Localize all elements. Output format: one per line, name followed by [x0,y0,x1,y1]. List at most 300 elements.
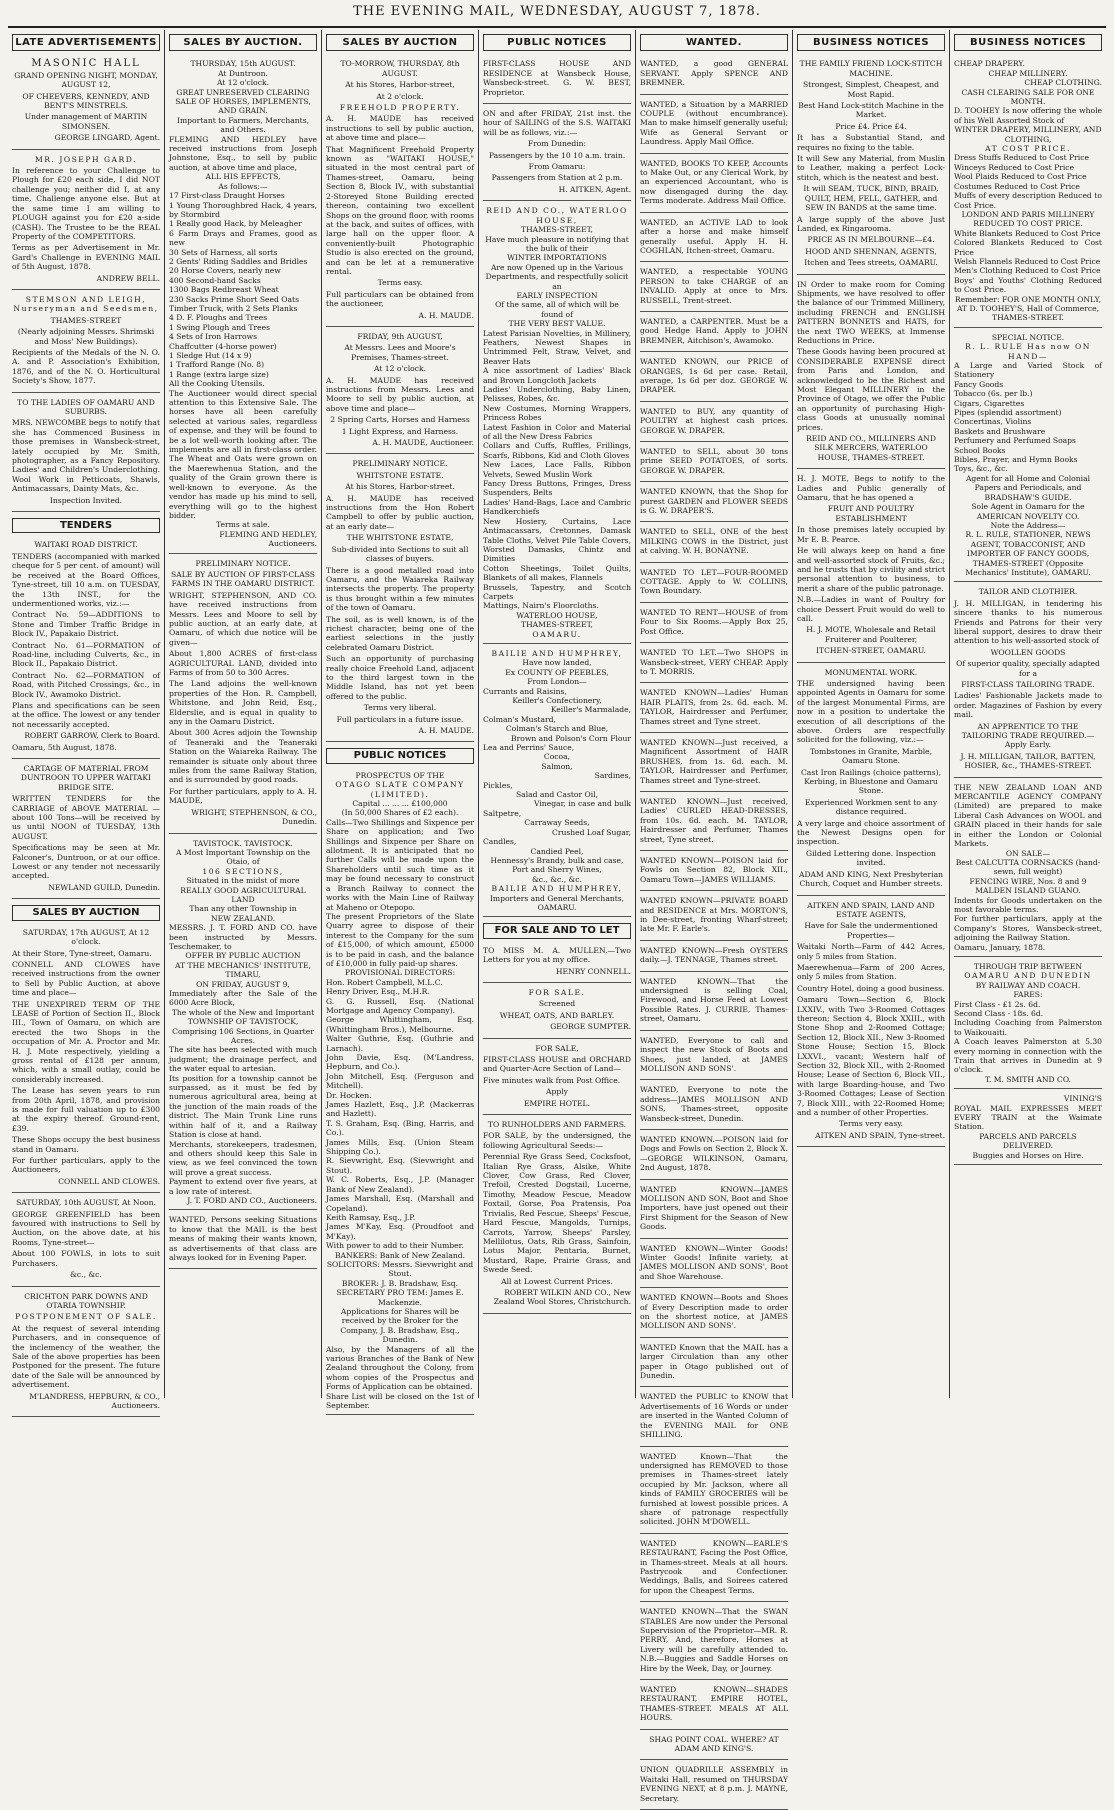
columns [8,30,1106,1803]
ad-line: At 12 o'clock. [216,78,270,88]
ad-line: Strongest, Simplest, Cheapest, and Most Rapid. [802,80,939,99]
ad-line: WANTED, an ACTIVE LAD to look after a horse and make himself generally useful. Apply H. H. COGHLAN, Itchen-street, Oamaru. [640,217,788,255]
ad-line: OAMARU AND DUNEDIN [964,971,1092,981]
ad-line: The Land adjoins the well-known properties of the Hon. R. Campbell, Whitstone, and John Reid, Esq., Elderslie, and is equal in quality to any in the Oamaru District. [169,679,317,727]
ad-line: PRELIMINARY NOTICE. [195,558,291,568]
wanted-ad [640,1340,788,1388]
ad-greenfield-fowls [12,1195,160,1286]
ad-line: ANDREW BELL. [96,273,160,283]
ad-line: There is a good metalled road into Oamaru, and the Waiareka Railway intersects the property. The property is thus brought within a few minutes of the town of Oamaru. [326,565,474,613]
ad-line: Have for Sale the undermentioned Properties— [804,921,938,940]
ad-line: A. H. MAUDE has received instructions from Messrs. Lees and Moore to sell by public auction, at above time and place— [326,375,474,413]
ad-aitken-spain [797,898,945,1148]
ad-duntroon-clearing-sale [169,56,317,553]
ad-line: THAMES-STREET (Opposite Mechanics' Institute), OAMARU. [965,558,1091,577]
ad-millinery-reduction [797,277,945,470]
ad-line: PROVISIONAL DIRECTORS: [344,968,456,978]
ad-line: Under management of MARTIN SIMONSEN. [24,112,148,131]
wanted-ad [640,974,788,1031]
ad-line: Contract No. 61—FORMATION of Road-line, including Culverts, &c., in Block II., Papakaio District. [12,640,160,669]
ad-line: WAITAKI ROAD DISTRICT. [34,540,138,550]
ad-masonic-hall [12,56,160,149]
ad-line: THAMES-STREET, [521,225,593,235]
ad-line: CHEAP DRAPERY. [954,59,1025,69]
ad-line: TAILOR AND CLOTHIER. [978,587,1078,597]
ad-line: Perfumery and Perfumed Soaps [954,436,1076,446]
ad-line: Have much pleasure in notifying that the bulk of their [485,234,629,253]
ad-line: Passengers from Station at 2 p.m. [491,173,623,183]
ad-through-trip [954,959,1102,1089]
ad-line: Colman's Mustard, [483,714,556,724]
ad-line: WANTED KNOWN—Fresh OYSTERS daily.—J. TENNAGE, Thames street. [640,945,788,965]
ad-line: MR. JOSEPH GARD. [35,154,137,164]
ad-line: Specifications may be seen at Mr. Falconer's, Duntroon, or at our office. Lowest or any tender not necessarily accepted. [12,843,160,881]
ad-line: HOOD AND SHENNAN, AGENTS, [805,246,937,256]
ad-line: A. H. MAUDE. [418,726,474,735]
ad-line: Dress Stuffs Reduced to Cost Price [954,153,1089,163]
ad-line: Baskets and Brushware [954,426,1046,436]
ad-line: Collars and Cuffs, Ruffles, Frillings, Scarfs, Ribbons, Kid and Cloth Gloves [483,441,631,460]
ad-line: THE undersigned having been appointed Agents in Oamaru for some of the largest Monumental Firms, are now in a position to undertake the execution of all descriptions of the above. Orders are respectfully solicited for the following, viz.:— [797,678,945,745]
ad-line: WANTED TO LET—FOUR-ROOMED COTTAGE. Apply to W. COLLINS, Town Boundary. [640,567,788,596]
wanted-ad [640,605,788,643]
ad-line: GEORGE SUMPTER. [550,1022,631,1032]
ad-line: For further particulars, apply to A. H. MAUDE, [169,786,317,806]
ad-line: FLEMING AND HEDLEY have received instructions from Joseph Johnstone, Esq., to sell by public auction, at above time and place, [169,134,317,172]
ad-line: FOR SALE. [528,987,586,997]
ad-line: 1 Really good Hack, by Meleagher [169,219,302,229]
column-4 [478,30,635,1398]
ad-line: Oamaru, 5th August, 1878. [12,742,117,752]
ad-line: Buggies and Horses on Hire. [972,1150,1084,1160]
ad-line: Waitaki North—Farm of 442 Acres, only 5 miles from Station. [797,942,945,961]
ad-line: Pickles, [483,780,513,790]
ad-line: Hon. Robert Campbell, M.L.C. [326,977,443,987]
ad-line: 1 Young Thoroughbred Hack, 4 years, by Stormbird [169,200,317,219]
ad-line: Salmon, [541,761,573,771]
ad-line: (In 50,000 Shares of £2 each). [341,808,459,818]
column-5 [635,30,792,1803]
ad-line: WANTED KNOWN—POISON laid for Fowls on Section 82, Block XII., Oamaru Town—JAMES WILLIAMS. [640,856,788,884]
ad-line: WANTED, a CARPENTER. Must be a good Hedge Hand. Apply to JOHN BREMNER, Aitchison's, Awamoko. [640,316,788,345]
ad-line: TO MISS M. A. MULLEN.—Two Letters for you at my office. [483,945,631,965]
column-heading: SALES BY AUCTION. [169,34,317,51]
ad-lock-stitch-machine [797,56,945,274]
ad-line: VINING'S [1063,1094,1102,1104]
ad-line: WANTED KNOWN—Just received, a Magnificent Assortment of HAIR BRUSHES, from 1s. 6d. each. M. TAYLOR, Hairdresser and Perfumer, Thames street and Tyne-street. [640,737,788,785]
ad-lees-moore-sale [326,329,474,454]
ad-line: Henry Driver, Esq., M.H.R. [326,987,430,997]
ad-line: James Marshall, Esq. (Marshall and Copeland). [326,1194,474,1213]
ad-line: Sardines, [594,771,631,781]
ad-line: Winceys Reduced to Cost Price [954,162,1075,172]
section-heading-for-sale: FOR SALE AND TO LET [483,923,631,938]
ad-line: MESSRS. J. T. FORD AND CO. have been instructed by Messrs. Teschemaker, to [169,923,317,951]
ad-line: J. H. MILLIGAN, in tendering his sincere thanks to his numerous Friends and Patrons for their very liberal support, desires to draw their attention to his well-assorted stock of [954,598,1102,646]
ad-line: M'LANDRESS, HEPBURN, & CO., Auctioneers. [29,1391,160,1410]
ad-line: Ladies' Hand-Bags, Lace and Cambric Handkerchiefs [483,497,631,517]
ad-line: Keiller's Confectionery, [512,696,602,705]
ad-line: At his Stores, Harbor-street, [345,80,455,90]
ad-line: H. J. MOTE, Wholesale and Retail Fruiterer and Poulterer, [806,625,936,644]
ad-line: MASONIC HALL [31,58,141,70]
ad-line: 17 First-class Draught Horses [169,191,285,201]
ad-line: Terms very easy. [839,1119,903,1129]
ad-line: Sole Agent in Oamaru for the AMERICAN NOVELTY CO. [971,502,1085,521]
ad-monumental-work [797,665,945,896]
ad-line: Latest Fashion in Color and Material of all the New Dress Fabrics [483,422,631,442]
ad-line: That Magnificent Freehold Property known as "WAITAKI HOUSE," situated in the most central part of Thames-street, Oamaru, being Section 8, Block IV., with substantial 2-Storeyed Stone Building erected thereon, containing two excellent Shops on the ground floor, with rooms at the back, and suites of offices, with large hall on the upper floor. A conveniently-built Photographic Studio is also erected on the ground, and can be let at a remunerative rental. [326,144,474,276]
ad-line: Ladies' Fashionable Jackets made to order. Magazines of Fashion by every mail. [954,691,1102,720]
ad-line: Sub-divided into Sections to suit all classes of buyers. [331,544,469,564]
ad-line: GEORGE LINGARD, Agent. [54,133,160,143]
ad-line: Terms easy. [377,278,423,288]
ad-line: WANTED KNOWN—Ladies' Human HAIR PLAITS, from 2s. 6d. each. M. TAYLOR, Hairdresser and Perfumer, Thames street and Tyne street. [640,688,788,726]
ad-line: All at Lowest Current Prices. [501,1276,613,1286]
ad-line: FREEHOLD PROPERTY. [339,103,461,113]
ad-line: Vinegar, in case and bulk [534,799,631,809]
ad-line: LONDON AND PARIS MILLINERY REDUCED TO COST PRICE. [961,209,1095,229]
ad-line: It will SEAM, TUCK, BIND, BRAID, QUILT, HEM, FELL, GATHER, and SEW IN BANDS at the same time. [803,184,939,213]
ad-line: Ladies' Underclothing, Baby Linen, Pelisses, Robes, &c. [483,385,631,404]
ad-line: Merchants, storekeepers, tradesmen, and others should keep this Sale in view, as we feel convinced the town will prove a great success. [169,1139,317,1177]
ad-line: Price £4. Price £4. [835,121,907,131]
ad-line: Inspection Invited. [49,495,123,505]
ad-line: WANTED the PUBLIC to KNOW that Advertisements of 16 Words or under are inserted in the Wanted Column of the EVENING MAIL for ONE SHILLING. [640,1392,788,1440]
ad-line: FIRST-CLASS HOUSE AND RESIDENCE at Wansbeck House, Wansbeck-street. G. W. BEST, Proprietor. [483,59,631,97]
ad-line: Fancy Goods [954,379,1004,389]
wanted-ad [640,215,788,263]
ad-line: WANTED, a respectable YOUNG PERSON to take CHARGE of an INVALID. Apply at once to Mrs. RUSSELL, Trent-street. [640,267,788,305]
ad-line: Salad and Castor Oil, [515,790,599,800]
ad-line: ROBERT GARROW, Clerk to Board. [24,731,160,741]
ad-line: SALE BY AUCTION OF FIRST-CLASS FARMS IN THE OAMARU DISTRICT. [171,569,315,589]
ad-line: 4 D. F. Ploughs and Trees [169,313,268,323]
ad-line: Bibles, Prayer, and Hymn Books [954,455,1078,465]
ad-line: FRIDAY, 9th AUGUST, [357,331,443,341]
ad-line: Chaffcutter (4-horse power) [169,341,277,351]
masthead-rule [8,26,1106,28]
ad-line: Experienced Workmen sent to any distance required. [804,797,938,817]
ad-line: THAMES-STREET [50,315,122,325]
wanted-ad [640,1682,788,1730]
ad-line: Latest Parisian Novelties, in Millinery, Feathers, Newest Shapes in Untrimmed Felt, Straw, Velvet, and Beaver Hats [483,328,631,366]
column-heading: BUSINESS NOTICES [797,34,945,51]
ad-line: THE VERY BEST VALUE. [508,319,606,329]
section-heading-tenders: TENDERS [12,518,160,533]
ad-line: In reference to your Challenge to Plough for £20 each side, I did NOT challenge you; neither did I, at any time, Challenge anyone else. But at the same time I am willing to PLOUGH against you for £20 a-side (CASH). The Trustee to be the REAL Property of the COMPETITORS. [12,166,160,241]
ad-line: OFFER BY PUBLIC AUCTION [185,951,301,961]
ad-line: Welsh Flannels Reduced to Cost Price [954,256,1101,266]
wanted-ad [640,893,788,941]
ad-line: WANTED KNOWN—That the undersigned is selling Coal, Firewood, and Horse Feed at Lowest Possible Rates. J. CURRIE, Thames-street, Oamaru. [640,976,788,1024]
wanted-ad [640,1604,788,1680]
ad-line: The Auctioneer would direct special attention to this Extensive Sale. The horses have all been carefully selected at various sales, regardless of expense, and they will be found to be a lot well-worth looking after. The implements are all in first-class order. The Wheat and Oats were grown on the Maerewhenua Station, and the quality of the Grain grown there is well-known to everyone. As the vendor has made up his mind to sell, everything will go to the highest bidder. [169,388,317,520]
ad-line: PROSPECTUS OF THE [355,770,445,780]
ad-line: Country Hotel, doing a good business. [797,983,945,993]
ad-line: WANTED KNOWN—SHADES RESTAURANT, EMPIRE HOTEL, THAMES-STREET. MEALS AT ALL HOURS. [640,1685,788,1723]
ad-line: WRIGHT, STEPHENSON, AND CO. have received instructions from Messrs. Lees and Moore to sell by public auction, at an early date, at Oamaru, of which due notice will be given— [169,590,317,647]
ad-line: 6 Farm Drays and Frames, good as new [169,228,317,248]
ad-line: Colman's Starch and Blue, [505,724,609,734]
ad-line: WRITTEN TENDERS for the CARRIAGE of ABOVE MATERIAL —about 100 Tons—will be received by us until NOON of TUESDAY, 13th AUGUST. [12,794,160,841]
ad-line: NEW ZEALAND. [210,913,276,923]
ad-wright-stephenson [169,556,317,834]
ad-line: Calls—Two Shillings and Sixpence per Share on application; and Two Shillings and Sixpence per Share on allotment. It is anticipated that no further Calls will be made upon the Shareholders until such time as it may be found necessary to construct a Branch Railway to connect the works with the Main Line of Railway at Maheno or Otepopo. [326,817,474,912]
ad-line: From Dunedin: [527,139,587,149]
ad-line: BAILIE AND HUMPHREY, [491,648,623,658]
ad-line: As follows:— [218,181,268,191]
column-heading: SALES BY AUCTION [326,34,474,51]
ad-line: WANTED, a Situation by a MARRIED COUPLE (without encumbrance). Man to make himself generally useful; Wife as General Servant or Laundress. Apply Mail Office. [640,99,788,147]
ad-line: The soil, as is well known, is of the richest character, being one of the earliest selections in the justly celebrated Oamaru District. [326,614,474,652]
ad-line: James M'Kay, Esq. (Proudfoot and M'Kay). [326,1222,474,1241]
ad-line: Have now landed, [522,658,592,668]
ad-line: John Davie, Esq. (M'Landress, Hepburn, and Co.). [326,1053,474,1072]
ad-line: At Messrs. Lees and Moore's Premises, Thames-street. [344,343,456,362]
ad-line: White Blankets Reduced to Cost Price [954,228,1101,238]
ad-line: A. H. MAUDE has received instructions from the Hon Robert Campbell to offer by public auction, at an early date— [326,493,474,531]
ad-line: WANTED Known that the MAIL has a larger Circulation than any other paper in Otago published out of Dunedin. [640,1342,788,1381]
ad-line: 2 Gents' Riding Saddles and Bridles [169,256,308,266]
column-1 [8,30,164,1410]
ad-line: Keith Ramsay, Esq., J.P. [326,1212,416,1222]
column-6 [792,30,949,1398]
ad-line: Apply [546,1087,568,1097]
wanted-ad [640,1536,788,1602]
ad-line: J. H. MILLIGAN, TAILOR, BATTEN, HOSIER, &c., THAMES-STREET. [960,751,1096,771]
ad-line: CARTAGE OF MATERIAL FROM DUNTROON TO UPPER WAITAKI BRIDGE SITE. [20,764,152,792]
ad-line: Payment to extend over five years, at a low rate of interest. [169,1177,317,1196]
ad-line: At Duntroon. [218,68,268,78]
ad-line: BRADSHAW'S GUIDE. [984,492,1072,502]
ad-line: Fancy Dress Buttons, Fringes, Dress Suspenders, Belts [483,479,631,498]
ad-line: 4 Sets of Iron Harrows [169,332,257,342]
ad-line: Including Coaching from Palmerston to Waikouaiti. [954,1018,1102,1037]
ad-line: Brown and Polson's Corn Flour [511,733,631,743]
ad-line: ROBERT WILKIN AND CO., New Zealand Wool Stores, Christchurch. [493,1287,631,1307]
ad-line: It will Sew any Material, from Muslin to Leather, making a perfect Lock-stitch, which is the neatest and best. [797,154,945,182]
ad-ss-waitaki-sailing [483,106,631,201]
ad-line: WHEAT, OATS, AND BARLEY. [499,1010,615,1020]
ad-house-orchard [483,1041,631,1115]
ad-vinings-express [954,1091,1102,1165]
ad-fruit-poultry [797,471,945,662]
ad-line: Mattings, Nairn's Floorcloths. [483,601,599,611]
ad-line: Dr. Hocken. [326,1090,372,1100]
ad-line: Candles, [483,837,517,847]
ad-line: For further particulars, apply to the Auctioneers, [12,1156,160,1175]
ad-line: Full particulars in a future issue. [336,714,464,724]
ad-line: WANTED, Everyone to call and inspect the new Stock of Boots and Shoes, just landed, at JAMES MOLLISON AND SONS'. [640,1035,788,1073]
ad-line: T. S. Graham, Esq. (Bing, Harris, and Co.). [326,1118,474,1138]
ad-line: New Laces, Lace Falls, Ribbon Velvets, Sewed Muslin Work [483,460,631,479]
ad-nz-loan-mercantile [954,780,1102,957]
ad-line: WOOLLEN GOODS [990,647,1066,657]
ad-line: ON FRIDAY, AUGUST 9, [196,979,290,989]
ad-line: &c., &c., &c. [532,874,582,884]
ad-line: BY RAILWAY AND COACH. [975,980,1081,990]
ad-line: From Oamaru: [528,162,586,172]
ad-line: AN APPRENTICE TO THE TAILORING TRADE REQUIRED.—Apply Early. [961,721,1095,750]
ad-line: Concertinas, Violins [954,417,1032,427]
ad-line: 1 Range (extra large size) [169,369,269,379]
ad-line: POSTPONEMENT OF SALE. [15,1312,157,1322]
column-7 [949,30,1106,1398]
ad-line: WRIGHT, STEPHENSON, & CO., Dunedin. [191,807,317,827]
ad-line: A. H. MAUDE. [418,310,474,320]
ad-crichton-park [12,1289,160,1418]
ad-line: Full particulars can be obtained from the auctioneer, [326,289,474,309]
ad-line: IN Order to make room for Coming Shipments, we have resolved to offer the balance of our Trimmed Millinery, including FRENCH and ENGLISH PATTERN BONNETS and HATS, for the next TWO WEEKS, at Immense Reductions in Price. [797,279,945,345]
ad-line: Brussels, Tapestry, and Scotch Carpets [483,582,631,601]
ad-line: WANTED, BOOKS TO KEEP, Accounts to Make Out, or any Clerical Work, by an experienced Accountant, who is now disengaged during the day. Terms moderate. Address Mail Office. [640,158,788,206]
ad-line: CASH CLEARING SALE FOR ONE MONTH. [961,87,1095,107]
ad-line: Timber Truck, with 2 Sets Planks [169,303,298,313]
ad-line: AT COST PRICE. [985,144,1071,154]
wanted-ad [640,1389,788,1446]
ad-line: Are now Opened up in the Various Departments, and respectfully solicit an [485,262,629,291]
column-heading: BUSINESS NOTICES [954,34,1102,51]
ad-line: A large supply of the above Just Landed, ex Ringarooma. [797,214,945,233]
ad-line: A. H. MAUDE has received instructions to sell by public auction, at above time and place— [326,114,474,143]
wanted-ad [640,56,788,94]
ad-line: New Hosiery, Curtains, Lace Antimacassars, Cretonnes, Damask Table Cloths, Velvet Pile Table Covers, Worsted Damasks, Chintz and Dimities [483,516,631,564]
wanted-ad [640,354,788,402]
ad-line: PRICE AS IN MELBOURNE—£4. [807,235,935,245]
ad-line: For further particulars, apply at the Company's Stores, Wansbeck-street, adjoining the Railway Station. [954,914,1102,943]
wanted-ad [640,1082,788,1130]
ad-line: Saltpetre, [483,808,522,818]
ad-line: AITKEN AND SPAIN, LAND AND ESTATE AGENTS, [807,900,935,919]
ad-line: 1 Sledge Hut (14 x 9) [169,351,252,360]
ad-line: Crushed Loaf Sugar, [552,827,631,837]
ad-line: Important to Farmers, Merchants, and Others. [176,115,310,135]
wanted-ad [640,484,788,522]
ad-line: He will always keep on hand a fine and well-assorted stock of Fruits, &c.; and he trusts that by civility and strict personal attention to business, to merit a share of the public patronage. [797,546,945,593]
ad-line: Wool Plaids Reduced to Cost Price [954,172,1087,182]
ad-line: Contract No. 62—FORMATION of Road, with Pitched Crossings, &c., in Block IV., Awamoko District. [12,670,160,699]
ad-line: T. M. SMITH AND CO. [984,1074,1072,1084]
ad-line: A nice assortment of Ladies' Black and Brown Longcloth Jackets [483,366,631,385]
ad-line: GREAT UNRESERVED CLEARING SALE OF HORSES, IMPLEMENTS, AND GRAIN. [175,87,311,116]
ad-line: THE FAMILY FRIEND LOCK-STITCH MACHINE. [799,59,943,78]
ad-line: CHEAP CLOTHING. [1024,78,1102,88]
ad-line: The Lease has seven years to run from 20th April, 1878, and provision is made for full valuation up to £300 at the expiry thereof. Ground-rent, £39. [12,1086,160,1133]
ad-line: THE UNEXPIRED TERM OF THE LEASE of Portion of Section II., Block III., Town of Oamaru, on which are erected the two Shops in the occupation of Mr. A. Proctor and Mr. H. J. Mote respectively, yielding a gross rental of £128 per annum, which, with a small outlay, could be considerably increased. [12,999,160,1084]
ad-line: Immediately after the Sale of the 6000 Acre Block, [169,989,317,1008]
ad-line: FLEMING AND HEDLEY, Auctioneers. [219,529,317,549]
ad-line: A Large and Varied Stock of Stationery [954,361,1102,380]
ad-line: Such an opportunity of purchasing really choice Freehold Land, adjacent to the third largest town in the Middle Island, has not yet been offered to the public. [326,654,474,701]
ad-line: WANTED KNOWN—EARLE'S RESTAURANT, Facing the Post Office, in Thames-street. Meals at all hours. Pastrycook and Confectioner. Weddings, Balls, and Soirees catered for upon the Cheapest Terms. [640,1538,788,1595]
ad-toohey-drapery [954,56,1102,327]
ad-line: WANTED TO RENT—HOUSE of from Four to Six Rooms.—Apply Box 25, Post Office. [640,607,788,636]
ad-line: WANTED to SELL, about 30 tons prime SEED POTATOES, of sorts. GEORGE W. DRAPER. [640,447,788,475]
ad-line: Of superior quality, specially adapted for a [956,659,1100,678]
wanted-ad [640,1290,788,1338]
ad-line: &c., &c. [70,1270,102,1280]
ad-line: The whole of the New and Important [171,1007,315,1017]
ad-line: Also, by the Managers of all the various Branches of the Bank of New Zealand throughout the Colony, from whom copies of the Prospectus and Forms of Application can be obtained. [326,1344,474,1392]
ad-line: About 100 FOWLS, in lots to suit Purchasers. [12,1249,160,1268]
ad-line: WANTED, Everyone to note the address—JAMES MOLLISON AND SONS, Thames-street, opposite Wansbeck-street, Dunedin. [640,1085,788,1123]
ad-line: D. TOOHEY Is now offering the whole of his Well Assorted Stock of [954,106,1102,125]
ad-line: Share List will be closed on the 1st of September. [326,1391,474,1411]
ad-line: WANTED KNOWN—Just received, Ladies' CURLED HEAD-DRESSES, from 10s. 6d. each. M. TAYLOR, Hairdresser and Perfumer, Thames street, Tyne street. [640,796,788,844]
ad-line: It has a Substantial Stand, and requires no fixing to the table. [797,133,945,152]
ad-line: Port and Sherry Wines, [512,865,602,875]
ad-line: FOR SALE, by the undersigned, the following Agricultural Seeds:— [483,1131,631,1150]
wanted-ad [640,524,788,562]
ad-line: J. T. FORD AND CO., Auctioneers. [187,1195,317,1205]
ad-line: Situated in the midst of more [186,876,300,886]
ad-line: STEMSON AND LEIGH, Nurseryman and Seedsmen, [13,294,159,314]
ad-line: Currants and Raisins, [483,686,567,696]
ad-line: EMPIRE HOTEL. [523,1098,590,1108]
wanted-ad [640,314,788,352]
ad-line: Capital ... ... ... £100,000 [352,799,448,809]
ad-line: 106 SECTIONS, [202,866,284,876]
ad-line: TOWNSHIP OF TAVISTOCK, [187,1017,299,1027]
ad-letters-mullen [483,943,631,983]
ad-line: Keiller's Marmalade, [550,705,631,715]
ad-line: Pipes (splendid assortment) [954,408,1062,418]
ad-tavistock [169,836,317,1211]
ad-line: Screened [538,999,576,1009]
column-heading: LATE ADVERTISEMENTS [12,34,160,51]
section-heading-public-notices: PUBLIC NOTICES [326,748,474,763]
ad-line: Of the same, all of which will be found of [495,300,619,319]
ad-bailie-humphrey [483,646,631,917]
ad-line: GRAND OPENING NIGHT, MONDAY, AUGUST 12, [14,70,158,90]
ad-line: PARCELS AND PARCELS DELIVERED. [979,1131,1077,1151]
wanted-ad [640,1132,788,1180]
ad-line: Cast Iron Railings (choice patterns), Kerbing, in Bluestone and Oamaru Stone. [800,767,942,796]
ad-line: The site has been selected with much judgment; the drainage perfect, and the water equal to artesian. [169,1045,317,1074]
ad-line: FIRST-CLASS TAILORING TRADE. [961,680,1095,689]
ad-line: Terms as per Advertisement in Mr. Gard's Challenge in EVENING MAIL of 5th August, 1878. [12,243,160,272]
ad-line: EARLY INSPECTION [516,290,598,300]
ad-line: A. H. MAUDE, Auctioneer. [372,438,474,448]
ad-line: WANTED KNOWN—Boots and Shoes of Every Description made to order on the shortest notice, at JAMES MOLLISON AND SONS'. [640,1293,788,1331]
ad-wansbeck-house [483,56,631,104]
ad-line: Note the Address— [990,520,1066,530]
ad-reid-winter-importations [483,203,631,644]
wanted-ad [640,645,788,683]
ad-line: WINTER IMPORTATIONS [507,253,607,263]
ad-line: MALDEN ISLAND GUANO. [975,886,1081,896]
ad-line: ALL HIS EFFECTS, [205,172,281,182]
wanted-ad [640,685,788,733]
ad-line: UNION QUADRILLE ASSEMBLY in Waitaki Hall, resumed on THURSDAY EVENING NEXT, at 8 p.m. J. MAYNE, Secretary. [640,1765,788,1803]
ad-line: OAMARU. [537,902,577,912]
ad-line: Cocoa, [543,752,571,762]
ad-line: TENDERS (accompanied with marked cheque for 5 per cent. of amount) will be received at the Board Offices, Tyne-street, till 10 a.m. on TUESDAY, the 13th INST., for the undermentioned works, viz.:— [12,551,160,608]
ad-line: School Books [954,445,1006,455]
ad-line: Ex COUNTY OF PEEBLES, [505,667,609,677]
ad-line: Maerewhenua—Farm of 200 Acres, only 5 miles from Station. [797,962,945,982]
ad-agricultural-seeds [483,1117,631,1314]
ad-line: Itchen and Tees streets, OAMARU. [804,258,938,268]
ad-line: A very large and choice assortment of the Newest Designs open for inspection. [797,818,945,847]
ad-line: WANTED TO LET.—Two SHOPS in Wansbeck-street, VERY CHEAP. Apply to T. MORRIS. [640,648,788,676]
ad-line: CRICHTON PARK DOWNS AND OTARIA TOWNSHIP. [24,1291,148,1310]
ad-line: First Class - £1 2s. 6d. [954,999,1041,1009]
ad-line: AITKEN AND SPAIN, Tyne-street. [815,1130,945,1140]
ad-line: WANTED KNOWN, that the Shop for purest GARDEN and FLOWER SEEDS is G. W. DRAPER'S. [640,487,788,516]
wanted-ad [640,943,788,972]
